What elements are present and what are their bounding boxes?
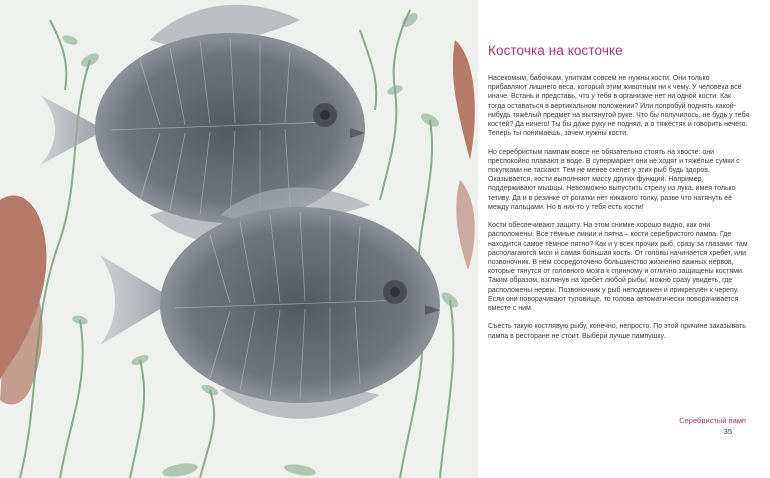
text-page xyxy=(478,0,770,478)
page-number: 35 xyxy=(723,427,732,436)
paragraph: Съесть такую костлявую рыбу, конечно, непросто. По этой причине заказывать пампа в ресторане не стоит. Выбери лучше пампушку. xyxy=(488,323,746,340)
paragraph: Насекомым, бабочкам, улиткам совсем не нужны кости. Они только прибавляют лишнего веса, который этим животным ни к чему. У человека всё иначе. Встань и представь, что у тебя в организме нет ни одной кости. Как тогда оставаться в вертикальном положении? Или попробуй поднять какой-нибудь тяжёлый предмет на вытянутой руке. Что бы получилось, не будь у тебя костей? Да ничего! Ты бы даже руку не поднял, а о тяжестях и говорить нечего. Теперь ты понимаешь, зачем нужны кости. xyxy=(488,75,750,138)
page-title: Косточка на косточке xyxy=(488,43,623,59)
paragraph: Кости обеспечивают защиту. На этом снимке хорошо видно, как они расположены. Все тёмные линии и пятна – кости серебристого пампа. Где находится самое тёмное пятно? Как и у всех прочих рыб, сразу за глазами: там располагаются мозг и самая большая кость. От головы начинается хребет, или позвоночник. В нём сосредоточено большинство жизненно важных нервов, которые тянутся от головного мозга к спинному и отлично защищены костями. Таким образом, взглянув на хребет любой рыбы, можно сразу увидеть, где расположены нервы. Позвоночник у рыб неподвижен и прикреплён к черепу. Если они поворачивают туловище, то голова автоматически поворачивается вместе с ним. xyxy=(488,222,748,313)
article-body xyxy=(488,74,750,350)
photo-caption: Серебристый памп xyxy=(679,416,746,425)
paragraph: Но серебристым пампам вовсе не обязательно стоять на хвосте: они преспокойно плавают в воде. В супермаркет они не ходят и тяжёлые сумки с покупками не таскают. Тем не менее скелет у этих рыб будь здоров. Оказывается, кости выполняют массу других функций. Например, поддерживают мышцы. Невозможно выпустить стрелу из лука, имея только тетиву. Да и в резинке от рогатки нет никакого толку, разве что натянуть её между пальцами. Но в них-то у тебя есть кости! xyxy=(488,148,740,211)
